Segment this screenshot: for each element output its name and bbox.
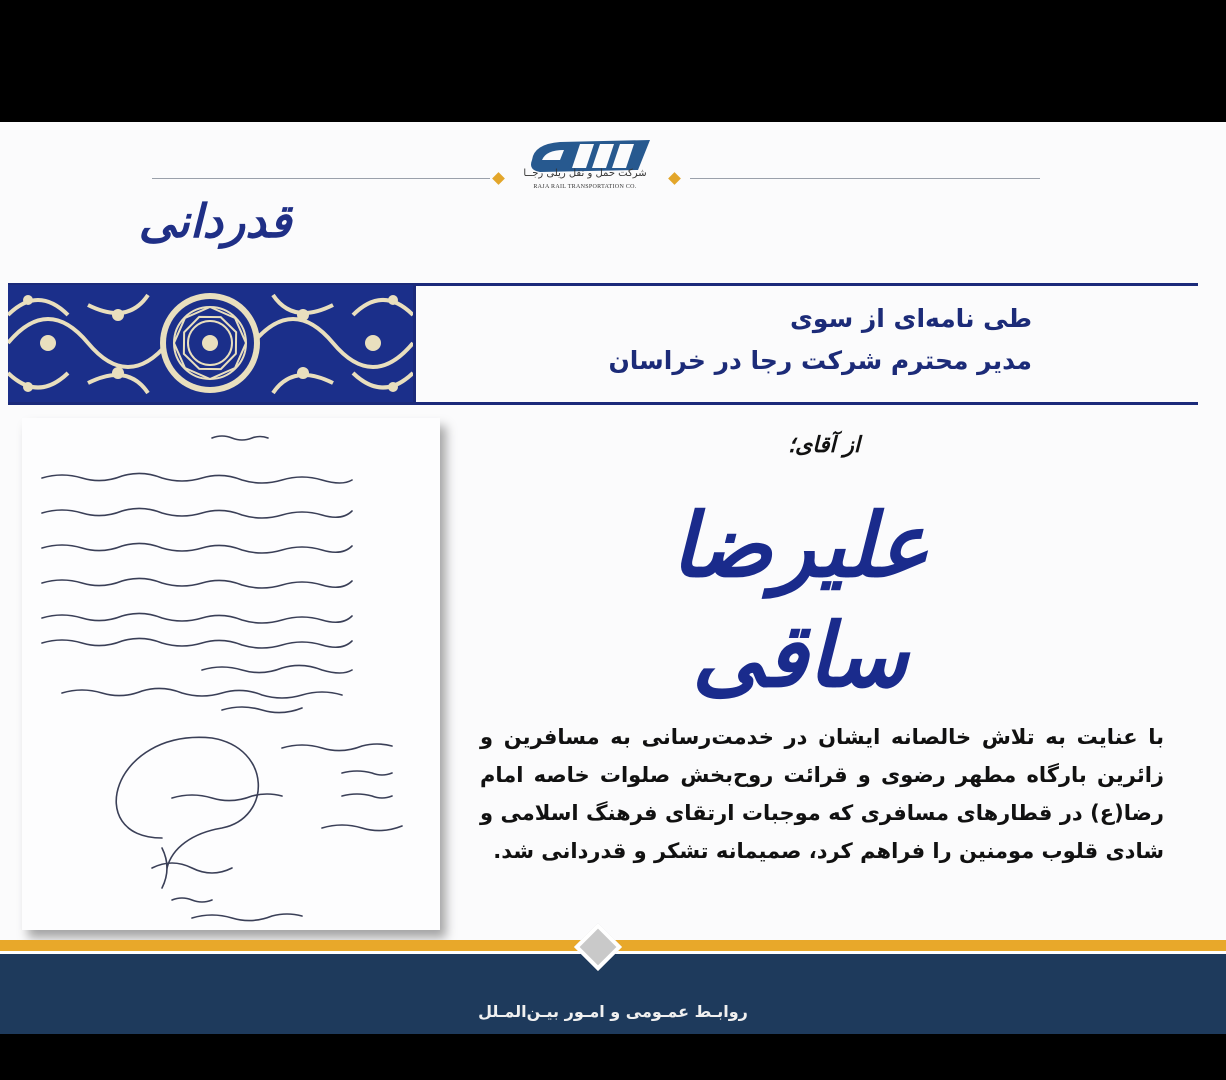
band-text (420, 298, 1032, 382)
company-name-en: RAJA RAIL TRANSPORTATION CO. (533, 184, 637, 190)
header-divider-left (152, 178, 490, 179)
band-bottom-rule (8, 402, 1198, 405)
diamond-ornament-icon (492, 172, 505, 185)
appreciation-text: با عنایت به تلاش خالصانه ایشان در خدمت‌رسانی به مسافرین و زائرین بارگاه مطهر رضوی و قرائت روح‌بخش صلوات خاصه امام رضا(ع) در قطارهای مسافری که موجبات ارتقای فرهنگ اسلامی و شادی قلوب مومنین را فراهم کرد، صمیمانه تشکر و قدردانی شد. (480, 725, 1164, 863)
page-title: قدردانی (138, 194, 292, 248)
handwriting-scribble-icon (22, 418, 440, 930)
diamond-ornament-icon (668, 172, 681, 185)
band-line-2: مدیر محترم شرکت رجا در خراسان (608, 346, 1032, 375)
footer-department: روابـط عمـومی و امـور بیـن‌المـلل (478, 1002, 748, 1021)
company-name-fa: شرکت حمل و نقل ریلی رجــا (523, 168, 647, 179)
header-divider-right (690, 178, 1040, 179)
footer-bar (0, 954, 1226, 1034)
salutation: از آقای؛ (788, 432, 860, 458)
islamic-tile-pattern-icon (8, 285, 416, 402)
announcement-card (0, 122, 1226, 1034)
handwritten-letter-image (22, 418, 440, 930)
band-line-1: طی نامه‌ای از سوی (790, 304, 1032, 333)
person-name: علیرضا ساقی (670, 493, 930, 707)
